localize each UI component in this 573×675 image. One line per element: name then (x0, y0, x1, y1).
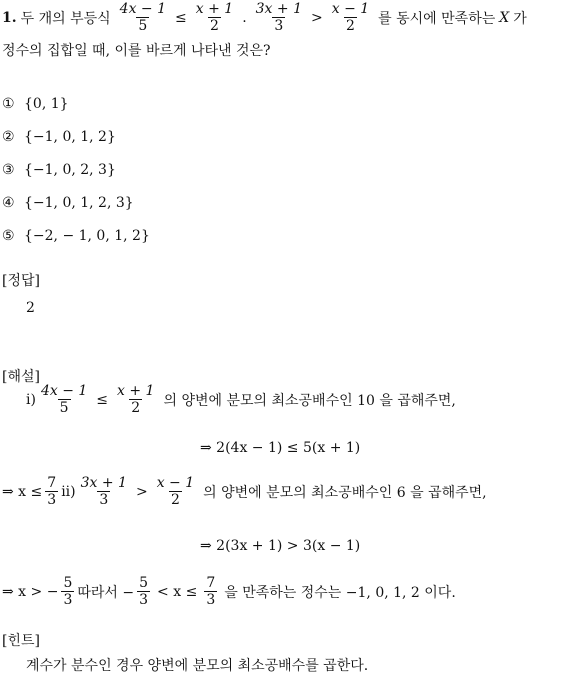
fraction-denominator: 3 (63, 592, 73, 608)
fraction (204, 576, 217, 608)
hint-text (26, 655, 368, 675)
fraction (254, 2, 304, 34)
fraction-denominator: 2 (210, 18, 219, 34)
hint-label-text: [힌트] (2, 633, 40, 649)
question-intro: 두 개의 부등식 (20, 11, 111, 27)
hint-label (2, 630, 40, 650)
fraction-denominator: 2 (131, 400, 141, 416)
fraction (61, 576, 74, 608)
explanation-label (2, 366, 40, 386)
option-marker: ⑤ (2, 228, 15, 244)
step-result: ⇒ 2(4x − 1) ≤ 5(x + 1) (200, 440, 361, 456)
fraction (155, 476, 196, 508)
fraction-numerator: x − 1 (331, 1, 370, 17)
question-text: 정수의 집합일 때, 이를 바르게 나타낸 것은? (2, 43, 271, 59)
explanation-step-2 (2, 476, 491, 508)
fraction-numerator: 4x − 1 (40, 383, 88, 399)
fraction (79, 476, 129, 508)
final-middle-text-2: < x ≤ (157, 584, 198, 600)
question-tail-2: 가 (513, 11, 527, 27)
fraction-numerator: x − 1 (156, 475, 195, 491)
fraction (194, 2, 235, 34)
option-1[interactable] (2, 96, 69, 112)
hint-text-content: 계수가 분수인 경우 양변에 분모의 최소공배수를 곱한다. (26, 658, 369, 674)
fraction (118, 2, 168, 34)
fraction-numerator: 4x − 1 (119, 1, 167, 17)
fraction-numerator: 5 (139, 575, 149, 591)
fraction (330, 2, 371, 34)
explanation-final (2, 576, 460, 608)
explanation-step-1-result (200, 440, 360, 456)
gt-symbol: > (310, 10, 323, 26)
option-2[interactable] (2, 129, 116, 145)
answer-label (2, 270, 40, 290)
step-text: 의 양변에 분모의 최소공배수인 10 을 곱해주면, (163, 393, 456, 409)
fraction-numerator: x + 1 (117, 383, 155, 399)
option-marker: ② (2, 129, 15, 145)
option-marker: ① (2, 96, 15, 112)
fraction-denominator: 2 (170, 492, 180, 508)
step-result: ⇒ 2(3x + 1) > 3(x − 1) (200, 538, 361, 554)
answer-label-text: [정답] (2, 273, 40, 289)
explanation-step-1 (26, 384, 460, 416)
question-line-1 (2, 2, 531, 34)
gt-symbol: > (135, 484, 148, 500)
fraction-denominator: 5 (138, 18, 148, 34)
fraction (39, 384, 89, 416)
fraction-denominator: 3 (99, 492, 109, 508)
option-text: {0, 1} (24, 96, 69, 112)
fraction (115, 384, 156, 416)
question-number: 1. (2, 10, 17, 26)
option-text: {−1, 0, 1, 2, 3} (24, 195, 134, 211)
leq-symbol: ≤ (96, 392, 109, 408)
variable-x: X (499, 10, 510, 26)
question-line-2 (2, 40, 271, 60)
final-text: 을 만족하는 정수는 −1, 0, 1, 2 이다. (224, 585, 456, 601)
step-text: 의 양변에 분모의 최소공배수인 6 을 곱해주면, (203, 485, 487, 501)
option-marker: ③ (2, 162, 15, 178)
option-3[interactable] (2, 162, 116, 178)
fraction (137, 576, 150, 608)
final-middle-text: 따라서 − (77, 585, 135, 601)
option-4[interactable] (2, 195, 134, 211)
fraction-numerator: 3x + 1 (80, 475, 127, 491)
fraction-numerator: 7 (206, 575, 216, 591)
answer-value-text: 2 (26, 300, 35, 316)
question-tail: 를 동시에 만족하는 (378, 11, 496, 27)
step-prefix: i) (26, 392, 36, 408)
option-text: {−1, 0, 2, 3} (24, 162, 116, 178)
separator-dot: . (242, 10, 247, 26)
step-label: ii) (61, 484, 76, 500)
option-marker: ④ (2, 195, 15, 211)
fraction-denominator: 3 (139, 592, 149, 608)
explanation-label-text: [해설] (2, 369, 40, 385)
fraction-denominator: 5 (59, 400, 69, 416)
fraction-numerator: x + 1 (195, 1, 234, 17)
fraction-denominator: 3 (206, 592, 216, 608)
option-text: {−2, − 1, 0, 1, 2} (24, 228, 150, 244)
answer-value (26, 300, 35, 316)
fraction (45, 476, 58, 508)
option-5[interactable] (2, 228, 150, 244)
option-text: {−1, 0, 1, 2} (24, 129, 116, 145)
leq-symbol: ≤ (175, 10, 187, 26)
step-prefix: ⇒ x ≤ (2, 484, 43, 500)
fraction-numerator: 5 (63, 575, 73, 591)
fraction-denominator: 3 (274, 18, 284, 34)
fraction-denominator: 2 (345, 18, 355, 34)
fraction-denominator: 3 (47, 492, 57, 508)
fraction-numerator: 3x + 1 (255, 1, 302, 17)
final-prefix: ⇒ x > − (2, 584, 59, 600)
fraction-numerator: 7 (47, 475, 57, 491)
explanation-step-2-result (200, 538, 360, 554)
